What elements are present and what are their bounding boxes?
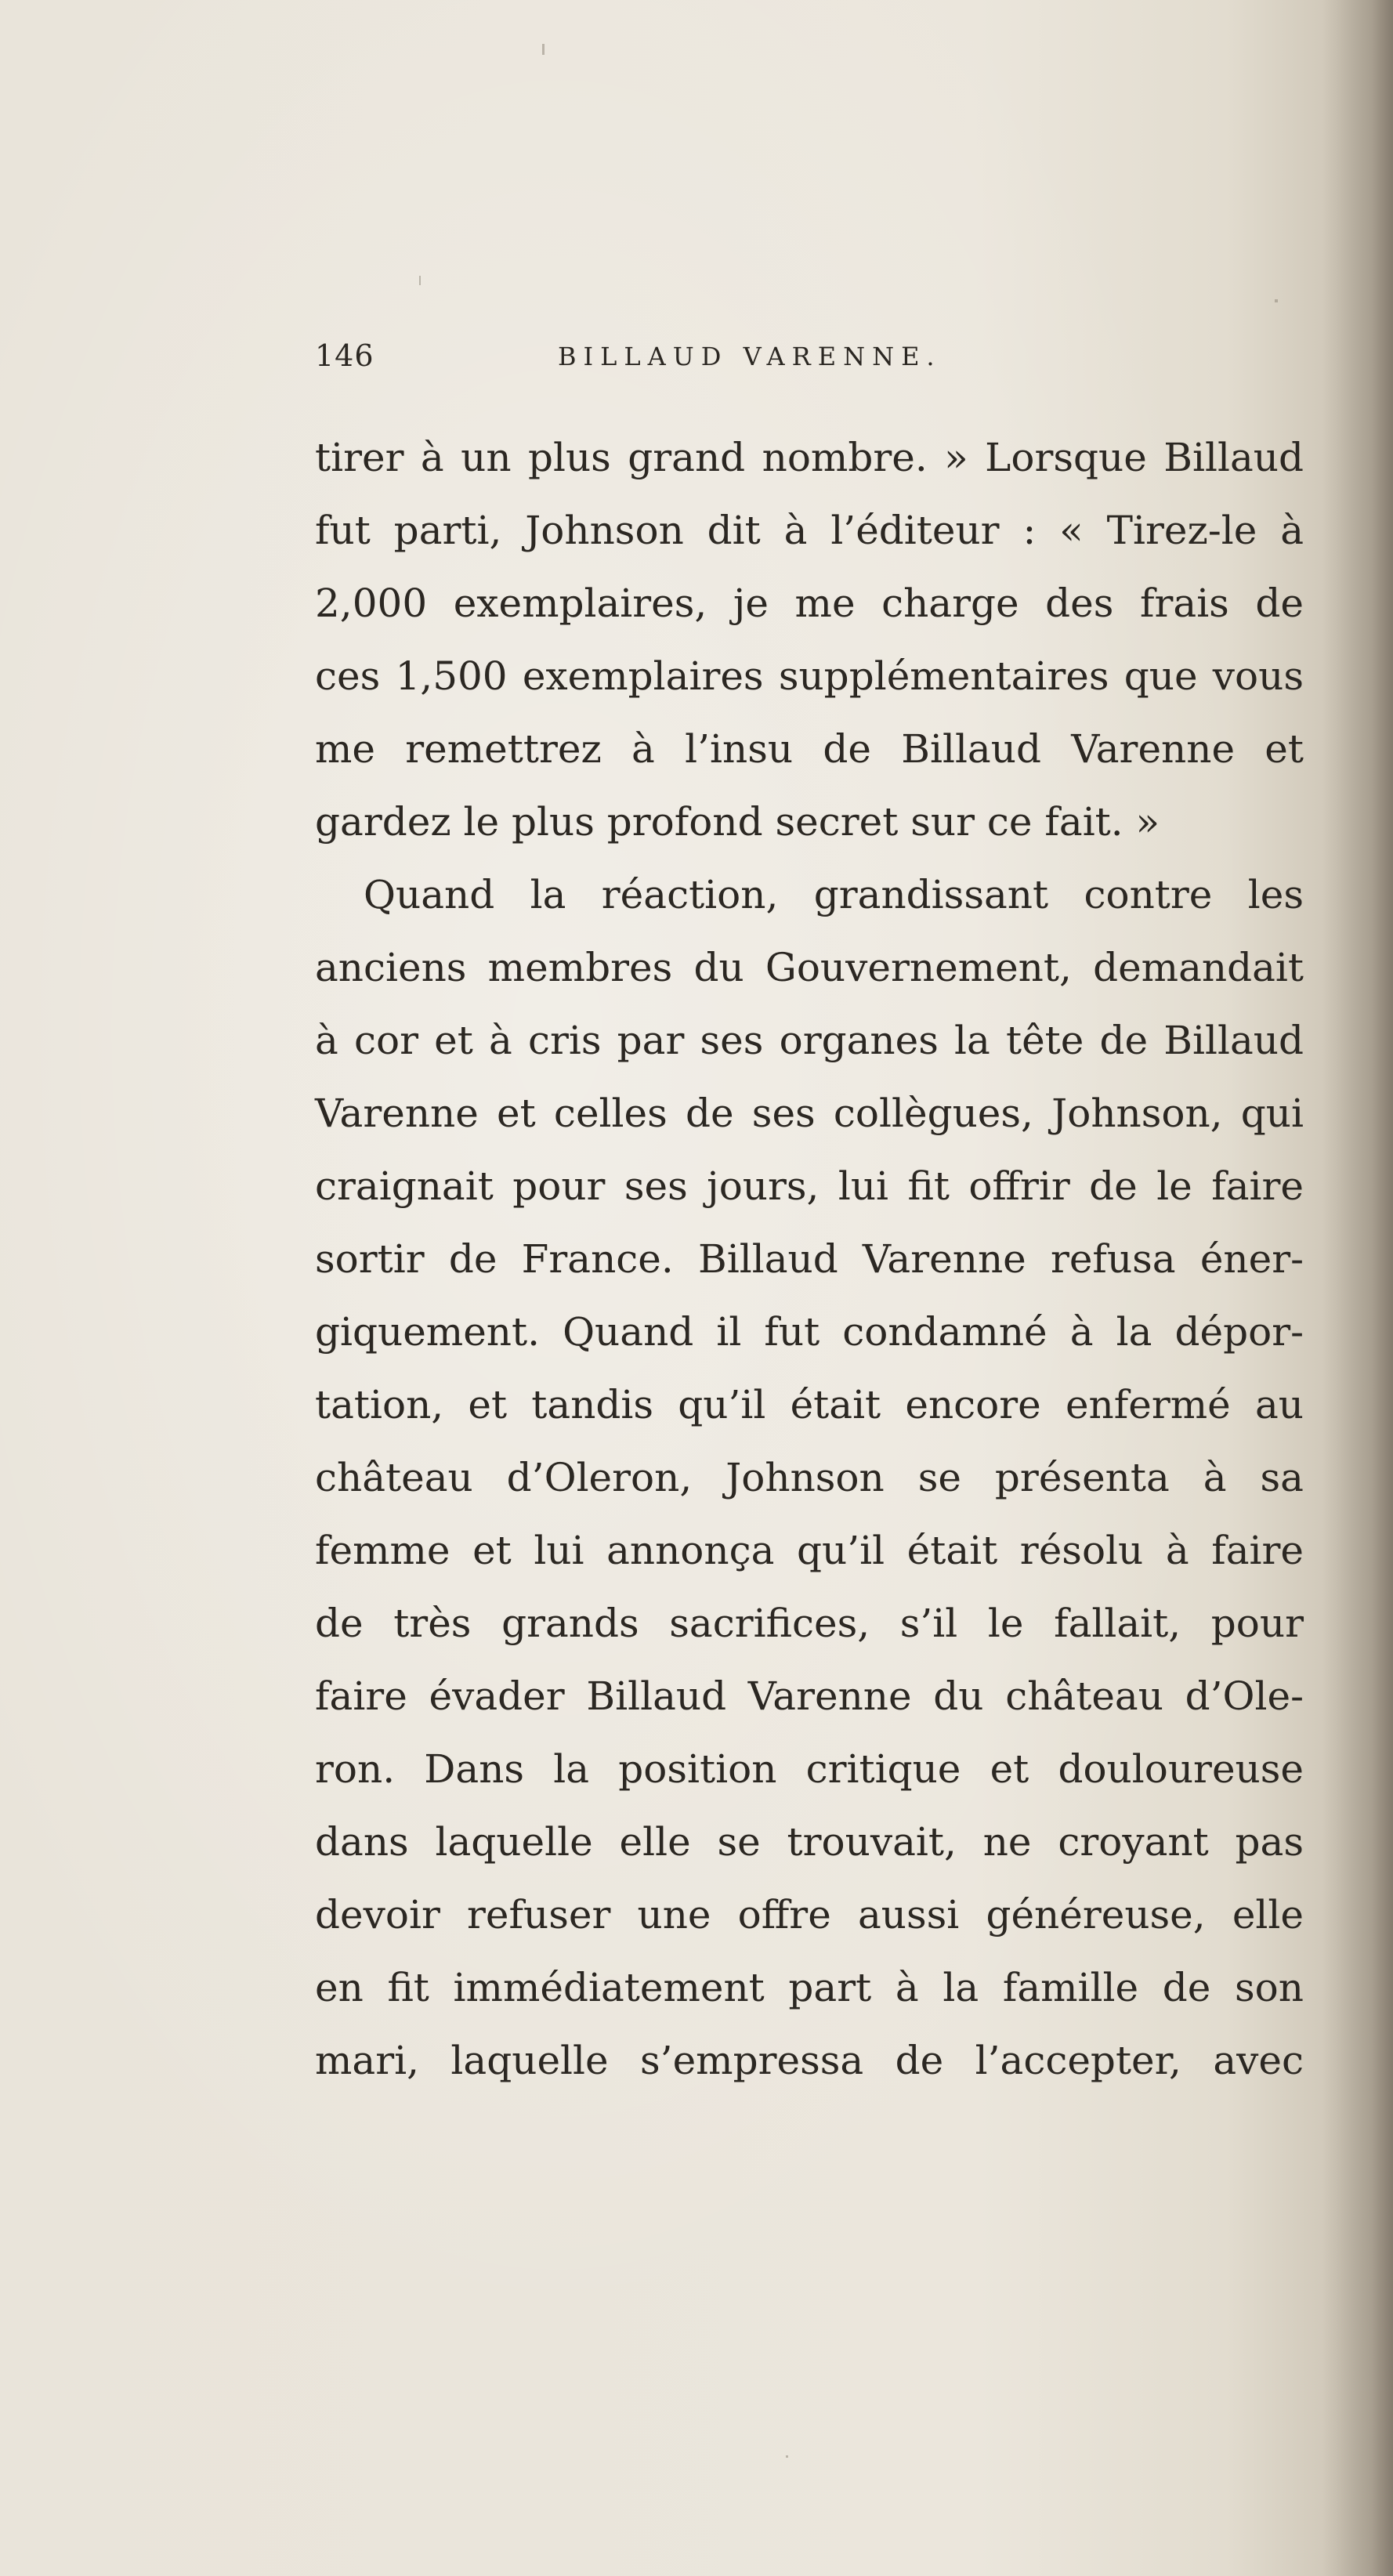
text-line: dans laquelle elle se trouvait, ne croyant pas [315,1819,1304,1865]
text-line: gardez le plus profond secret sur ce fait. » [315,799,1160,845]
body-text [315,421,1304,2097]
text-line: me remettrez à l’insu de Billaud Varenne et [315,726,1304,772]
text-line: en fit immédiatement part à la famille de son [315,1965,1304,2010]
page-header [315,338,1067,385]
text-line: sortir de France. Billaud Varenne refusa éner- [315,1236,1304,1282]
text-line: craignait pour ses jours, lui fit offrir de le faire [315,1163,1304,1209]
text-line: Quand la réaction, grandissant contre les [364,872,1304,917]
text-line: à cor et à cris par ses organes la tête de Billaud [315,1018,1304,1063]
text-line: giquement. Quand il fut condamné à la dépor- [315,1309,1304,1355]
spine-shadow [1322,0,1393,2576]
paper-speck [786,2455,788,2458]
text-line: tation, et tandis qu’il était encore enfermé au [315,1382,1304,1427]
paper-speck [542,44,545,55]
text-line: fut parti, Johnson dit à l’éditeur : « Tirez-le à [315,508,1304,553]
text-line: mari, laquelle s’empressa de l’accepter, avec [315,2038,1304,2083]
text-line: femme et lui annonça qu’il était résolu à faire [315,1528,1304,1573]
text-line: ron. Dans la position critique et douloureuse [315,1746,1304,1792]
running-title: BILLAUD VARENNE. [558,342,942,371]
paper-speck [1275,299,1278,302]
text-line: faire évader Billaud Varenne du château d’Ole- [315,1673,1304,1719]
text-line: château d’Oleron, Johnson se présenta à sa [315,1455,1304,1500]
text-line: tirer à un plus grand nombre. » Lorsque Billaud [315,435,1304,480]
text-line: de très grands sacrifices, s’il le fallait, pour [315,1601,1304,1646]
paper-speck [419,276,421,285]
text-line: Varenne et celles de ses collègues, Johnson, qui [315,1091,1304,1136]
text-line: devoir refuser une offre aussi généreuse, elle [315,1892,1304,1937]
text-line: 2,000 exemplaires, je me charge des frais de [315,581,1304,626]
text-line: anciens membres du Gouvernement, demandait [315,945,1304,990]
page-number: 146 [315,338,374,373]
text-line: ces 1,500 exemplaires supplémentaires que vous [315,653,1304,699]
